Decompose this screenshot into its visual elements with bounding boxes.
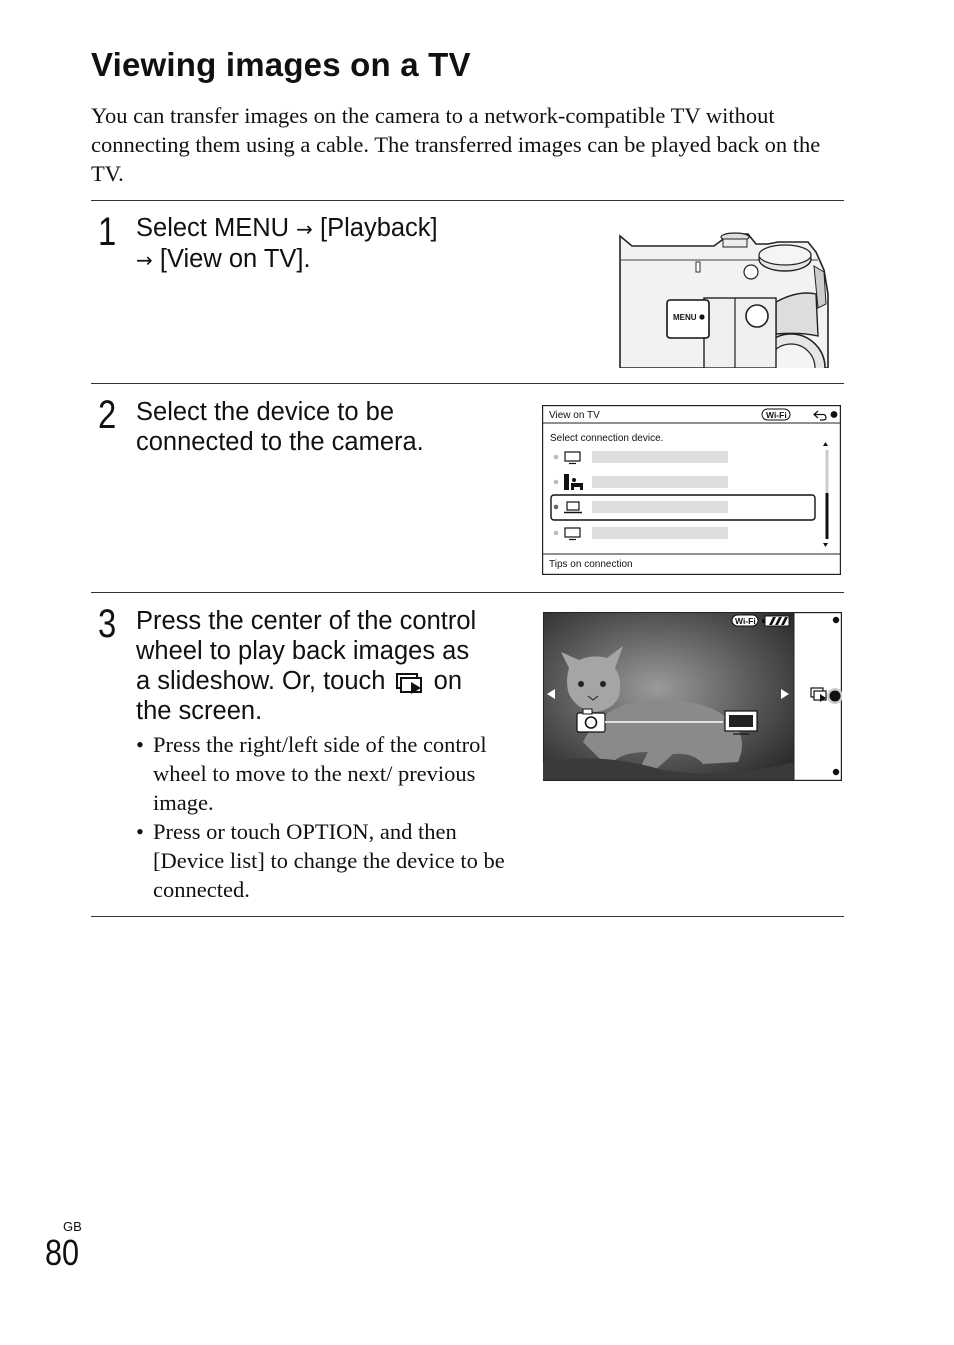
step-1-playback: [Playback]	[320, 214, 438, 242]
step-2-number: 2	[98, 393, 117, 437]
intro-paragraph: You can transfer images on the camera to a network-compatible TV without connecting them using a cable. The transferred images can be played back on the TV.	[91, 103, 821, 186]
arrow-right-icon: →	[136, 248, 153, 272]
step-1-number: 1	[98, 210, 117, 254]
note-item: • Press the right/left side of the control wheel to move to the next/ previous image.	[136, 730, 506, 817]
wifi-badge	[762, 409, 790, 420]
note-item: • Press or touch OPTION, and then [Device list] to change the device to be connected.	[136, 817, 506, 904]
camera-icon	[577, 709, 605, 732]
menu-button-icon	[699, 314, 704, 319]
playback-screen	[543, 612, 842, 781]
step-3-text: Press the center of the control wheel to play back images as a slideshow. Or, touch on the screen.	[136, 607, 477, 725]
tips-on-connection-link[interactable]: Tips on connection	[549, 559, 633, 570]
divider	[91, 200, 844, 201]
region-label: GB	[63, 1219, 82, 1234]
screen-prompt: Select connection device.	[550, 433, 664, 444]
bottom-indicator-dot	[833, 769, 839, 775]
menu-button-label: MENU	[673, 313, 697, 322]
step-1-text	[136, 213, 496, 275]
step-1-menu: Select MENU	[136, 214, 290, 242]
page-title: Viewing images on a TV	[91, 46, 471, 83]
step-3-notes	[136, 730, 506, 904]
svg-text:Wi-Fi: Wi-Fi	[735, 616, 756, 626]
screen-header: View on TV	[549, 410, 600, 421]
arrow-right-icon: →	[296, 217, 313, 241]
slideshow-icon	[393, 669, 427, 695]
tv-icon	[725, 711, 757, 734]
divider	[91, 916, 844, 917]
battery-icon	[762, 616, 789, 626]
page-number: 80	[45, 1232, 80, 1273]
top-indicator-dot	[833, 617, 839, 623]
divider	[91, 592, 844, 593]
step-2-text: Select the device to be connected to the camera.	[136, 398, 424, 456]
step-3-number: 3	[98, 602, 117, 646]
step-1-view-on-tv: [View on TV].	[159, 245, 311, 273]
divider	[91, 383, 844, 384]
svg-text:Wi-Fi: Wi-Fi	[766, 410, 787, 420]
wifi-badge	[732, 615, 758, 626]
device-row-selected[interactable]	[551, 495, 815, 520]
camera-illustration	[618, 224, 834, 368]
device-select-screen	[542, 405, 841, 575]
